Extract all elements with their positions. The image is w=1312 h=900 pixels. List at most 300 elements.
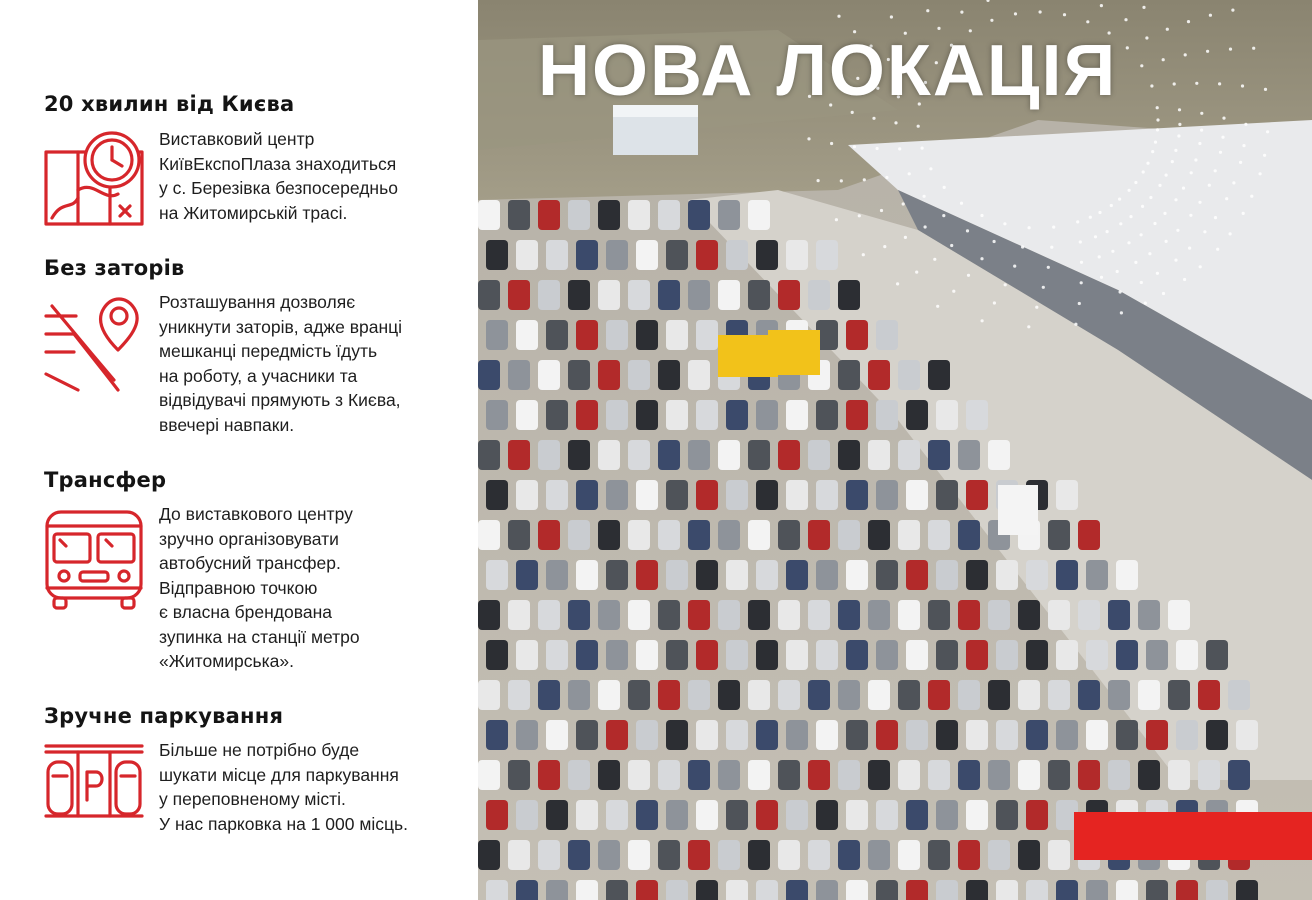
parked-car (756, 720, 778, 750)
parked-car (876, 560, 898, 590)
parked-car (846, 640, 868, 670)
parked-car (568, 840, 590, 870)
halftone-dot (1129, 215, 1132, 218)
parked-car (508, 760, 530, 790)
parked-car (486, 320, 508, 350)
parked-car (516, 320, 538, 350)
parked-car (868, 520, 890, 550)
parked-car (748, 680, 770, 710)
feature-text: Розташування дозволяє уникнути заторів, адже вранці мешканці передмість їдуть на роботу, а учасники та відвідувачі прямують з Києва, ввечері навпаки. (159, 292, 403, 435)
parked-car (666, 240, 688, 270)
parked-car (876, 320, 898, 350)
parked-car (598, 760, 620, 790)
parked-car (928, 760, 950, 790)
parked-car (658, 200, 680, 230)
parked-car (568, 520, 590, 550)
parked-car (936, 880, 958, 900)
halftone-dot (1221, 136, 1224, 139)
halftone-dot (960, 202, 963, 205)
parked-car (778, 520, 800, 550)
parked-car (996, 640, 1018, 670)
parked-car (696, 400, 718, 430)
map-clock-icon (44, 130, 144, 230)
parked-car (598, 200, 620, 230)
parked-car (478, 680, 500, 710)
parked-car (606, 400, 628, 430)
parked-car (1026, 880, 1048, 900)
parked-car (748, 200, 770, 230)
parked-car (928, 520, 950, 550)
halftone-dot (1183, 278, 1186, 281)
halftone-dot (929, 167, 932, 170)
parked-car (598, 360, 620, 390)
parked-car (688, 520, 710, 550)
parked-car (846, 480, 868, 510)
headline: НОВА ЛОКАЦІЯ (538, 31, 1118, 111)
parked-car (516, 480, 538, 510)
parked-car (756, 880, 778, 900)
parked-car (636, 480, 658, 510)
parked-car (906, 400, 928, 430)
halftone-dot (1162, 292, 1165, 295)
parked-car (876, 400, 898, 430)
parked-car (696, 560, 718, 590)
halftone-dot (1195, 82, 1198, 85)
parked-car (786, 720, 808, 750)
parked-car (696, 480, 718, 510)
halftone-dot (1259, 172, 1262, 175)
parked-car (876, 880, 898, 900)
halftone-dot (1120, 311, 1123, 314)
parked-car (748, 760, 770, 790)
parked-car (906, 880, 928, 900)
halftone-dot (1110, 204, 1113, 207)
halftone-dot (1156, 106, 1159, 109)
halftone-dot (1156, 118, 1159, 121)
parked-car (718, 520, 740, 550)
halftone-dot (1047, 266, 1050, 269)
halftone-dot (890, 15, 893, 18)
parked-car (748, 280, 770, 310)
parked-car (538, 680, 560, 710)
parked-car (936, 800, 958, 830)
parked-car (846, 800, 868, 830)
parked-car (756, 400, 778, 430)
halftone-dot (1244, 123, 1247, 126)
parked-car (576, 560, 598, 590)
parked-car (486, 640, 508, 670)
parked-car (516, 880, 538, 900)
parked-car (508, 360, 530, 390)
parked-car (1206, 640, 1228, 670)
parked-car (958, 600, 980, 630)
feature-title: 20 хвилин від Києва (44, 92, 295, 116)
parked-car (838, 440, 860, 470)
parked-car (538, 840, 560, 870)
parked-car (928, 360, 950, 390)
parked-car (838, 280, 860, 310)
parked-car (786, 480, 808, 510)
halftone-dot (1028, 226, 1031, 229)
parked-car (538, 600, 560, 630)
parked-car (868, 360, 890, 390)
halftone-dot (1171, 160, 1174, 163)
parked-car (966, 640, 988, 670)
parked-car (486, 240, 508, 270)
halftone-dot (1042, 286, 1045, 289)
halftone-dot (840, 179, 843, 182)
halftone-dot (1098, 211, 1101, 214)
parked-car (898, 760, 920, 790)
halftone-dot (1021, 245, 1024, 248)
parked-car (1138, 680, 1160, 710)
parked-car (838, 840, 860, 870)
parked-car (1168, 600, 1190, 630)
halftone-dot (1242, 212, 1245, 215)
parked-car (1108, 680, 1130, 710)
parked-car (606, 320, 628, 350)
parked-car (868, 840, 890, 870)
parked-car (666, 560, 688, 590)
parked-car (508, 840, 530, 870)
parked-car (688, 280, 710, 310)
halftone-dot (896, 282, 899, 285)
parked-car (936, 640, 958, 670)
parked-car (786, 400, 808, 430)
parked-car (576, 480, 598, 510)
parked-car (696, 880, 718, 900)
halftone-dot (1094, 235, 1097, 238)
parked-car (778, 760, 800, 790)
halftone-dot (1242, 144, 1245, 147)
parked-car (936, 480, 958, 510)
parked-car (508, 680, 530, 710)
parked-car (748, 440, 770, 470)
halftone-dot (1027, 325, 1030, 328)
parked-car (478, 840, 500, 870)
halftone-dot (1252, 47, 1255, 50)
parked-car (478, 760, 500, 790)
halftone-dot (1163, 212, 1166, 215)
parked-car (666, 320, 688, 350)
parked-car (576, 320, 598, 350)
halftone-dot (1203, 230, 1206, 233)
parked-car (1086, 720, 1108, 750)
parked-car (1048, 680, 1070, 710)
halftone-dot (1214, 216, 1217, 219)
parked-car (898, 360, 920, 390)
parked-car (838, 680, 860, 710)
halftone-dot (1200, 129, 1203, 132)
parked-car (808, 280, 830, 310)
parked-car (966, 720, 988, 750)
halftone-dot (1142, 6, 1145, 9)
halftone-dot (921, 147, 924, 150)
parked-car (906, 720, 928, 750)
parked-car (898, 440, 920, 470)
halftone-dot (1126, 46, 1129, 49)
parked-car (688, 680, 710, 710)
parked-car (538, 760, 560, 790)
halftone-dot (1079, 240, 1082, 243)
halftone-dot (990, 19, 993, 22)
halftone-dot (1052, 226, 1055, 229)
parked-car (786, 240, 808, 270)
parked-car (486, 400, 508, 430)
parked-car (568, 200, 590, 230)
parked-car (688, 440, 710, 470)
parked-car (816, 800, 838, 830)
halftone-dot (1174, 198, 1177, 201)
parked-car (1018, 680, 1040, 710)
halftone-dot (902, 202, 905, 205)
parked-car (726, 400, 748, 430)
halftone-dot (1078, 302, 1081, 305)
halftone-dot (923, 195, 926, 198)
parked-car (606, 560, 628, 590)
halftone-dot (904, 236, 907, 239)
halftone-dot (1178, 123, 1181, 126)
parked-car (666, 400, 688, 430)
halftone-dot (1134, 261, 1137, 264)
halftone-dot (1035, 306, 1038, 309)
parked-car (816, 480, 838, 510)
parked-car (1026, 800, 1048, 830)
parked-car (966, 800, 988, 830)
parked-car (546, 720, 568, 750)
parked-car (606, 720, 628, 750)
parked-car (628, 520, 650, 550)
parked-car (486, 480, 508, 510)
halftone-dot (1176, 229, 1179, 232)
halftone-dot (1127, 241, 1130, 244)
parked-car (1078, 520, 1100, 550)
parked-car (808, 840, 830, 870)
feature-text: До виставкового центру зручно організовувати автобусний трансфер. Відправною точкою є власна брендована зупинка на станції метро «Житомирська». (159, 504, 360, 671)
parked-car (958, 680, 980, 710)
parked-car (478, 520, 500, 550)
halftone-dot (917, 125, 920, 128)
parked-car (628, 760, 650, 790)
parked-car (606, 880, 628, 900)
parked-car (898, 600, 920, 630)
parked-car (718, 680, 740, 710)
parked-car (816, 240, 838, 270)
parked-car (898, 520, 920, 550)
feature-text: Більше не потрібно буде шукати місце для паркування у переповненому місті. У нас парковка на 1 000 місць. (159, 740, 409, 834)
parked-car (546, 240, 568, 270)
halftone-dot (1142, 170, 1145, 173)
parked-car (718, 280, 740, 310)
parked-car (576, 880, 598, 900)
halftone-dot (1174, 149, 1177, 152)
halftone-dot (1145, 36, 1148, 39)
halftone-dot (1141, 205, 1144, 208)
halftone-dot (993, 240, 996, 243)
parked-car (1108, 760, 1130, 790)
halftone-dot (933, 258, 936, 261)
parked-car (936, 560, 958, 590)
parked-car (688, 760, 710, 790)
halftone-dot (1214, 169, 1217, 172)
halftone-dot (950, 244, 953, 247)
parked-car (508, 280, 530, 310)
halftone-dot (1264, 88, 1267, 91)
halftone-dot (830, 142, 833, 145)
parked-car (1138, 760, 1160, 790)
halftone-dot (1177, 134, 1180, 137)
parked-car (1146, 720, 1168, 750)
parked-car (808, 600, 830, 630)
parked-car (838, 520, 860, 550)
halftone-dot (926, 9, 929, 12)
parked-car (1078, 680, 1100, 710)
parked-car (726, 800, 748, 830)
halftone-dot (1004, 283, 1007, 286)
halftone-dot (1200, 112, 1203, 115)
parked-car (1018, 600, 1040, 630)
parked-car (628, 680, 650, 710)
halftone-dot (960, 11, 963, 14)
parked-car (636, 320, 658, 350)
parked-car (576, 720, 598, 750)
parked-car (748, 840, 770, 870)
halftone-dot (1222, 117, 1225, 120)
parked-car (628, 440, 650, 470)
parked-car (688, 840, 710, 870)
parked-car (1116, 720, 1138, 750)
parked-car (966, 880, 988, 900)
parked-car (786, 640, 808, 670)
halftone-dot (1241, 84, 1244, 87)
feature-title: Без заторів (44, 256, 185, 280)
parked-car (568, 680, 590, 710)
parked-car (748, 600, 770, 630)
parked-car (478, 360, 500, 390)
parked-car (756, 800, 778, 830)
halftone-dot (942, 214, 945, 217)
halftone-dot (952, 290, 955, 293)
halftone-dot (1076, 220, 1079, 223)
bus-icon (44, 510, 144, 610)
parked-car (786, 560, 808, 590)
parked-car (568, 440, 590, 470)
parked-car (966, 560, 988, 590)
parked-car (876, 480, 898, 510)
parked-car (936, 400, 958, 430)
parked-car (546, 560, 568, 590)
parked-car (688, 600, 710, 630)
parked-car (516, 240, 538, 270)
parked-car (718, 840, 740, 870)
halftone-dot (1198, 142, 1201, 145)
parked-car (486, 800, 508, 830)
halftone-dot (1232, 181, 1235, 184)
halftone-dot (1106, 230, 1109, 233)
parked-car (696, 640, 718, 670)
halftone-dot (980, 214, 983, 217)
halftone-dot (876, 147, 879, 150)
parked-car (718, 200, 740, 230)
halftone-dot (1050, 246, 1053, 249)
parked-car (966, 480, 988, 510)
halftone-dot (1100, 276, 1103, 279)
halftone-dot (1199, 265, 1202, 268)
parked-car (598, 600, 620, 630)
parked-car (808, 520, 830, 550)
halftone-dot (1165, 240, 1168, 243)
halftone-dot (885, 176, 888, 179)
parked-car (718, 440, 740, 470)
parked-car (598, 680, 620, 710)
halftone-dot (1140, 281, 1143, 284)
parked-car (658, 360, 680, 390)
halftone-dot (1080, 261, 1083, 264)
red-accent-bar (1074, 812, 1312, 860)
parked-car (778, 680, 800, 710)
parked-car (598, 280, 620, 310)
parked-car (1236, 720, 1258, 750)
parked-car (868, 600, 890, 630)
parked-car (628, 360, 650, 390)
parked-car (546, 320, 568, 350)
parked-car (688, 200, 710, 230)
parked-car (606, 640, 628, 670)
halftone-dot (1100, 4, 1103, 7)
parked-car (726, 240, 748, 270)
parked-car (658, 840, 680, 870)
halftone-dot (993, 301, 996, 304)
parked-car (718, 600, 740, 630)
parked-car (478, 440, 500, 470)
parked-car (628, 600, 650, 630)
halftone-dot (1063, 13, 1066, 16)
halftone-dot (1116, 270, 1119, 273)
parked-car (666, 800, 688, 830)
halftone-dot (853, 145, 856, 148)
parked-car (958, 440, 980, 470)
parked-car (486, 880, 508, 900)
halftone-dot (1208, 184, 1211, 187)
parked-car (636, 240, 658, 270)
parked-car (1206, 880, 1228, 900)
halftone-dot (1190, 171, 1193, 174)
parked-car (606, 800, 628, 830)
parked-car (688, 360, 710, 390)
parked-car (1236, 880, 1258, 900)
parked-car (696, 240, 718, 270)
parked-car (546, 880, 568, 900)
parked-car (666, 480, 688, 510)
parked-car (516, 800, 538, 830)
parked-car (778, 280, 800, 310)
parked-car (786, 800, 808, 830)
halftone-dot (1166, 28, 1169, 31)
parked-car (606, 480, 628, 510)
parked-car (988, 760, 1010, 790)
halftone-dot (1149, 196, 1152, 199)
halftone-dot (835, 218, 838, 221)
halftone-dot (1219, 151, 1222, 154)
halftone-dot (1156, 128, 1159, 131)
parked-car (1086, 560, 1108, 590)
route-pin-icon (44, 294, 144, 394)
halftone-dot (1174, 259, 1177, 262)
halftone-dot (898, 147, 901, 150)
parked-car (636, 640, 658, 670)
parked-car (538, 360, 560, 390)
halftone-dot (1156, 272, 1159, 275)
